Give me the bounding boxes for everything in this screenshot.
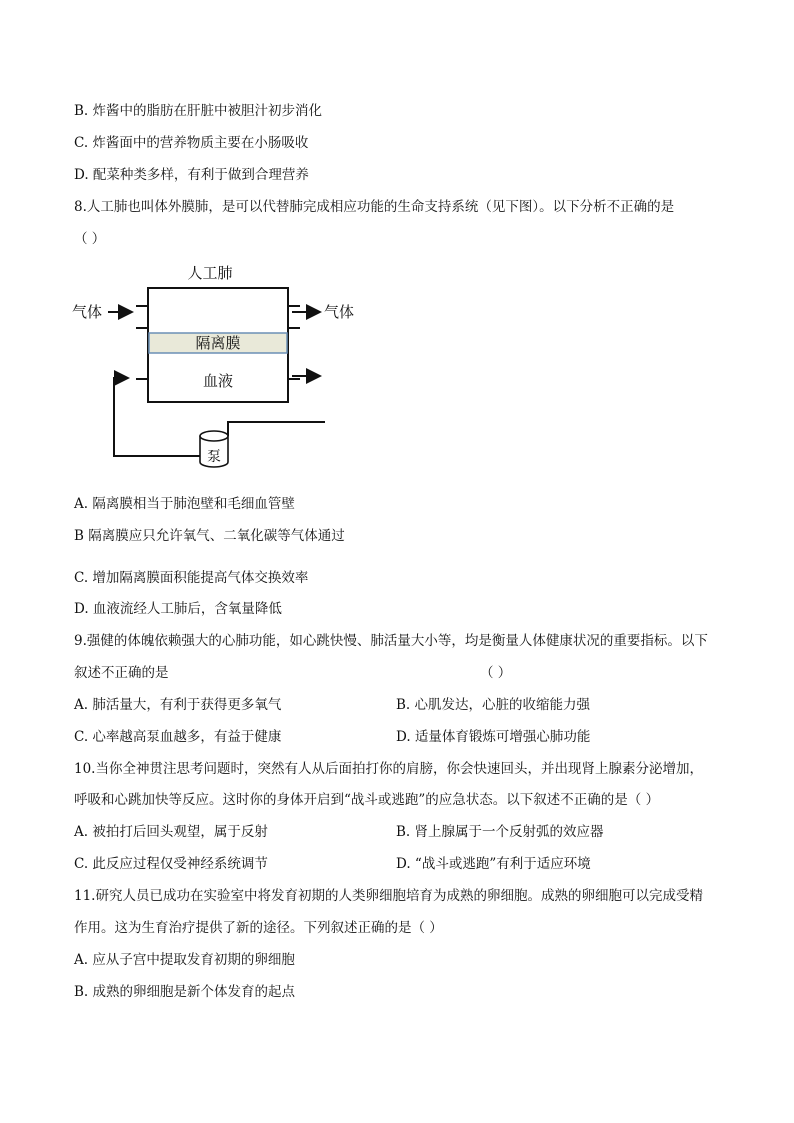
q11-option-b: B. 成熟的卵细胞是新个体发育的起点: [74, 984, 296, 1000]
q7-option-d: D. 配菜种类多样，有利于做到合理营养: [74, 167, 309, 183]
q11-stem-line1: 11.研究人员已成功在实验室中将发育初期的人类卵细胞培育为成熟的卵细胞。成熟的卵细胞可以完成受精: [74, 888, 703, 904]
q9-option-d: D. 适量体育锻炼可增强心肺功能: [396, 729, 591, 745]
q9-option-b: B. 心肌发达，心脏的收缩能力强: [396, 697, 591, 713]
q10-option-b: B. 肾上腺属于一个反射弧的效应器: [396, 824, 604, 840]
q8-option-d: D. 血液流经人工肺后，含氧量降低: [74, 601, 282, 617]
q7-option-b: B. 炸酱中的脂肪在肝脏中被胆汁初步消化: [74, 103, 323, 119]
blood-input-tube: [228, 422, 325, 436]
q9-stem-line2: 叙述不正确的是: [74, 665, 169, 681]
q9-answer-paren: （ ）: [480, 665, 512, 681]
membrane-label: 隔离膜: [195, 334, 241, 352]
q8-stem-line1: 8.人工肺也叫体外膜肺，是可以代替肺完成相应功能的生命支持系统（见下图）。以下分析不正确的是: [74, 199, 675, 215]
blood-return-line: [114, 378, 200, 456]
q8-option-c: C. 增加隔离膜面积能提高气体交换效率: [74, 570, 309, 586]
q10-option-d: D. “战斗或逃跑”有利于适应环境: [396, 856, 591, 872]
q10-option-c: C. 此反应过程仅受神经系统调节: [74, 856, 268, 872]
artificial-lung-diagram: [70, 256, 370, 486]
pump-label: 泵: [207, 449, 221, 465]
q11-option-a: A. 应从子宫中提取发育初期的卵细胞: [74, 952, 295, 968]
q7-option-c: C. 炸酱面中的营养物质主要在小肠吸收: [74, 135, 309, 151]
q11-stem-line2: 作用。这为生育治疗提供了新的途径。下列叙述正确的是（ ）: [74, 920, 443, 936]
q9-option-a: A. 肺活量大，有利于获得更多氧气: [74, 697, 282, 713]
gas-in-label: 气体: [72, 303, 103, 321]
gas-out-label: 气体: [324, 303, 355, 321]
q8-option-b: B 隔离膜应只允许氧气、二氧化碳等气体通过: [74, 528, 345, 544]
blood-label: 血液: [202, 372, 234, 390]
q10-stem-line2: 呼吸和心跳加快等反应。这时你的身体开启到“战斗或逃跑”的应急状态。以下叙述不正确的是（ ）: [74, 792, 660, 808]
q8-option-a: A. 隔离膜相当于肺泡壁和毛细血管壁: [74, 496, 295, 512]
q10-option-a: A. 被拍打后回头观望，属于反射: [74, 824, 268, 840]
q8-stem-line2: （ ）: [74, 231, 106, 247]
diagram-title: 人工肺: [187, 264, 233, 282]
q9-option-c: C. 心率越高泵血越多，有益于健康: [74, 729, 282, 745]
q10-stem-line1: 10.当你全神贯注思考问题时，突然有人从后面拍打你的肩膀，你会快速回头，并出现肾上腺素分泌增加，: [74, 761, 703, 777]
q9-stem-line1: 9.强健的体魄依赖强大的心肺功能，如心跳快慢、肺活量大小等，均是衡量人体健康状况的重要指标。以下: [74, 633, 708, 649]
